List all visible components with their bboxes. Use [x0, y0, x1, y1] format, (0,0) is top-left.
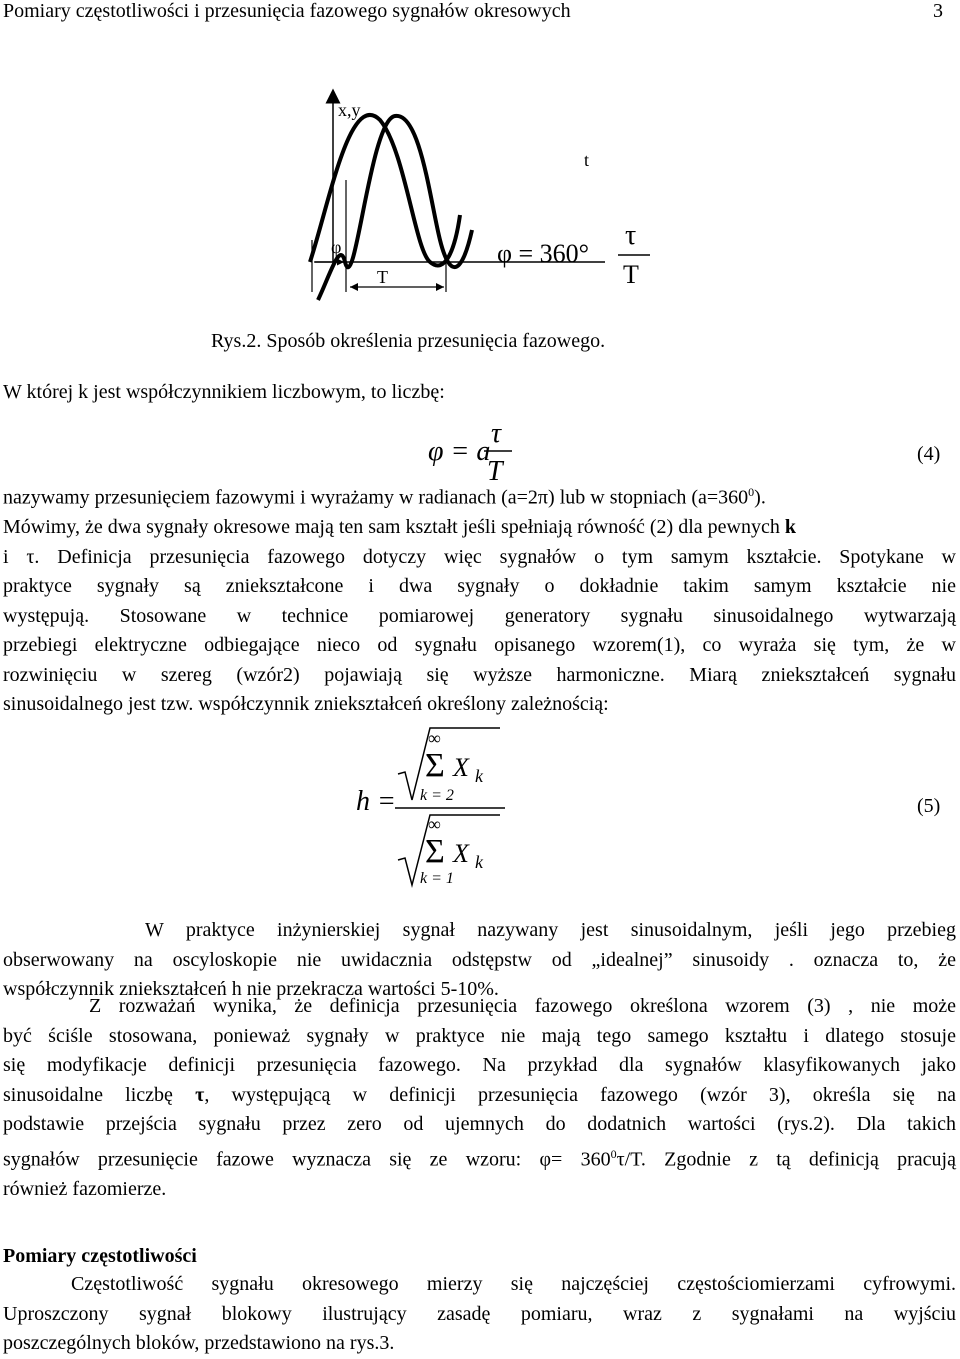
paragraph-phase-definition: nazywamy przesunięciem fazowymi i wyrażamy w radianach (a=2π) lub w stopniach $(a=360^0)$. Mówimy, że dwa sygnały okresowe mają ten sam kształt jeśli spełniają równość (2) dla pewnych k i τ. Definicja przesunięcia fazowego dotyczy więc sygnałów o tym samym kształcie. Spotykane w praktyce sygnały są zniekształcone i dwa sygnały o dokładnie takim samym kształcie nie występują. Stosowane w technice pomiarowej generatory sygnału sinusoidalnego wytwarzają przebiegi elektryczne odbiegające nieco od sygnału opisanego wzorem(1), co wyraża się tym, że w rozwinięciu w szereg (wzór2) pojawiają się wyższe harmoniczne. Miarą zniekształceń sygnału sinusoidalnego jest tzw. współczynnik zniekształceń określony zależnością: — [3, 485, 956, 716]
svg-text:(4): (4) — [917, 443, 941, 465]
axis-label-y: x,y — [338, 100, 361, 120]
svg-text:(5): (5) — [917, 795, 941, 817]
label-T: T — [377, 267, 388, 287]
equation-4 — [0, 410, 960, 485]
axis-label-t: t — [584, 150, 590, 170]
page-number: 3 — [933, 0, 943, 22]
svg-text:∞: ∞ — [428, 728, 441, 748]
svg-text:∞: ∞ — [428, 814, 441, 834]
svg-text:τ: τ — [491, 418, 502, 449]
svg-text:k = 1: k = 1 — [420, 870, 454, 887]
svg-text:k = 2: k = 2 — [420, 787, 454, 804]
paragraph-frequency-measurement: Częstotliwość sygnału okresowego mierzy się najczęściej częstościomierzami cyfrowymi. Uproszczony sygnał blokowy ilustrujący zasadę pomiaru, wraz z sygnałami na wyjściu poszczególnych bloków, przedstawiono na rys.3. — [3, 1273, 956, 1354]
svg-text:X: X — [453, 839, 469, 868]
svg-text:φ = a: φ = a — [428, 436, 491, 467]
equation-5 — [0, 720, 960, 895]
signal-y-curve — [318, 116, 472, 300]
svg-text:Σ: Σ — [425, 747, 445, 784]
svg-text:X: X — [453, 753, 469, 782]
formula-den: T — [623, 260, 639, 289]
running-title: Pomiary częstotliwości i przesunięcia fazowego sygnałów okresowych — [3, 0, 571, 22]
formula-lhs: φ = 360° — [497, 239, 590, 268]
svg-text:k: k — [475, 852, 483, 872]
intro-line: W której k jest współczynnikiem liczbowym, to liczbę: — [3, 381, 445, 403]
paragraph-sinusoidal-practice: W praktyce inżynierskiej sygnał nazywany jest sinusoidalnym, jeśli jego przebieg obserwowany na oscyloskopie nie uwidacznia odstępstw od „idealnej” sinusoidy . oznacza to, że współczynnik zniekształceń h nie przekracza wartości 5-10%. — [3, 919, 956, 1000]
svg-text:Σ: Σ — [425, 833, 445, 870]
svg-text:T: T — [487, 456, 503, 485]
figure-caption: Rys.2. Sposób określenia przesunięcia fazowego. — [211, 330, 606, 352]
svg-text:h =: h = — [356, 786, 396, 817]
phase-shift-figure — [0, 0, 960, 360]
section-heading: Pomiary częstotliwości — [3, 1245, 197, 1267]
svg-text:k: k — [475, 766, 483, 786]
label-phi: φ — [331, 237, 342, 257]
formula-num: τ — [625, 220, 637, 251]
paragraph-phase-modification: Z rozważań wynika, że definicja przesunięcia fazowego określona wzorem (3) , nie może być ściśle stosowana, ponieważ sygnały w praktyce nie mają tego samego kształtu i dlatego stosuje się modyfikacje definicji przesunięcia fazowego. Na przykład dla sygnałów klasyfikowanych jako sinusoidalne liczbę τ, występującą w definicji przesunięcia fazowego (wzór 3), określa się na podstawie przejścia sygnału przez zero od ujemnych do dodatnich wartości (rys.2). Dla takich sygnałów przesunięcie fazowe wyznacza się ze wzoru: $\varphi= 360^0\tau/T$. Zgodnie z tą definicją pracują również fazomierze. — [3, 995, 957, 1200]
